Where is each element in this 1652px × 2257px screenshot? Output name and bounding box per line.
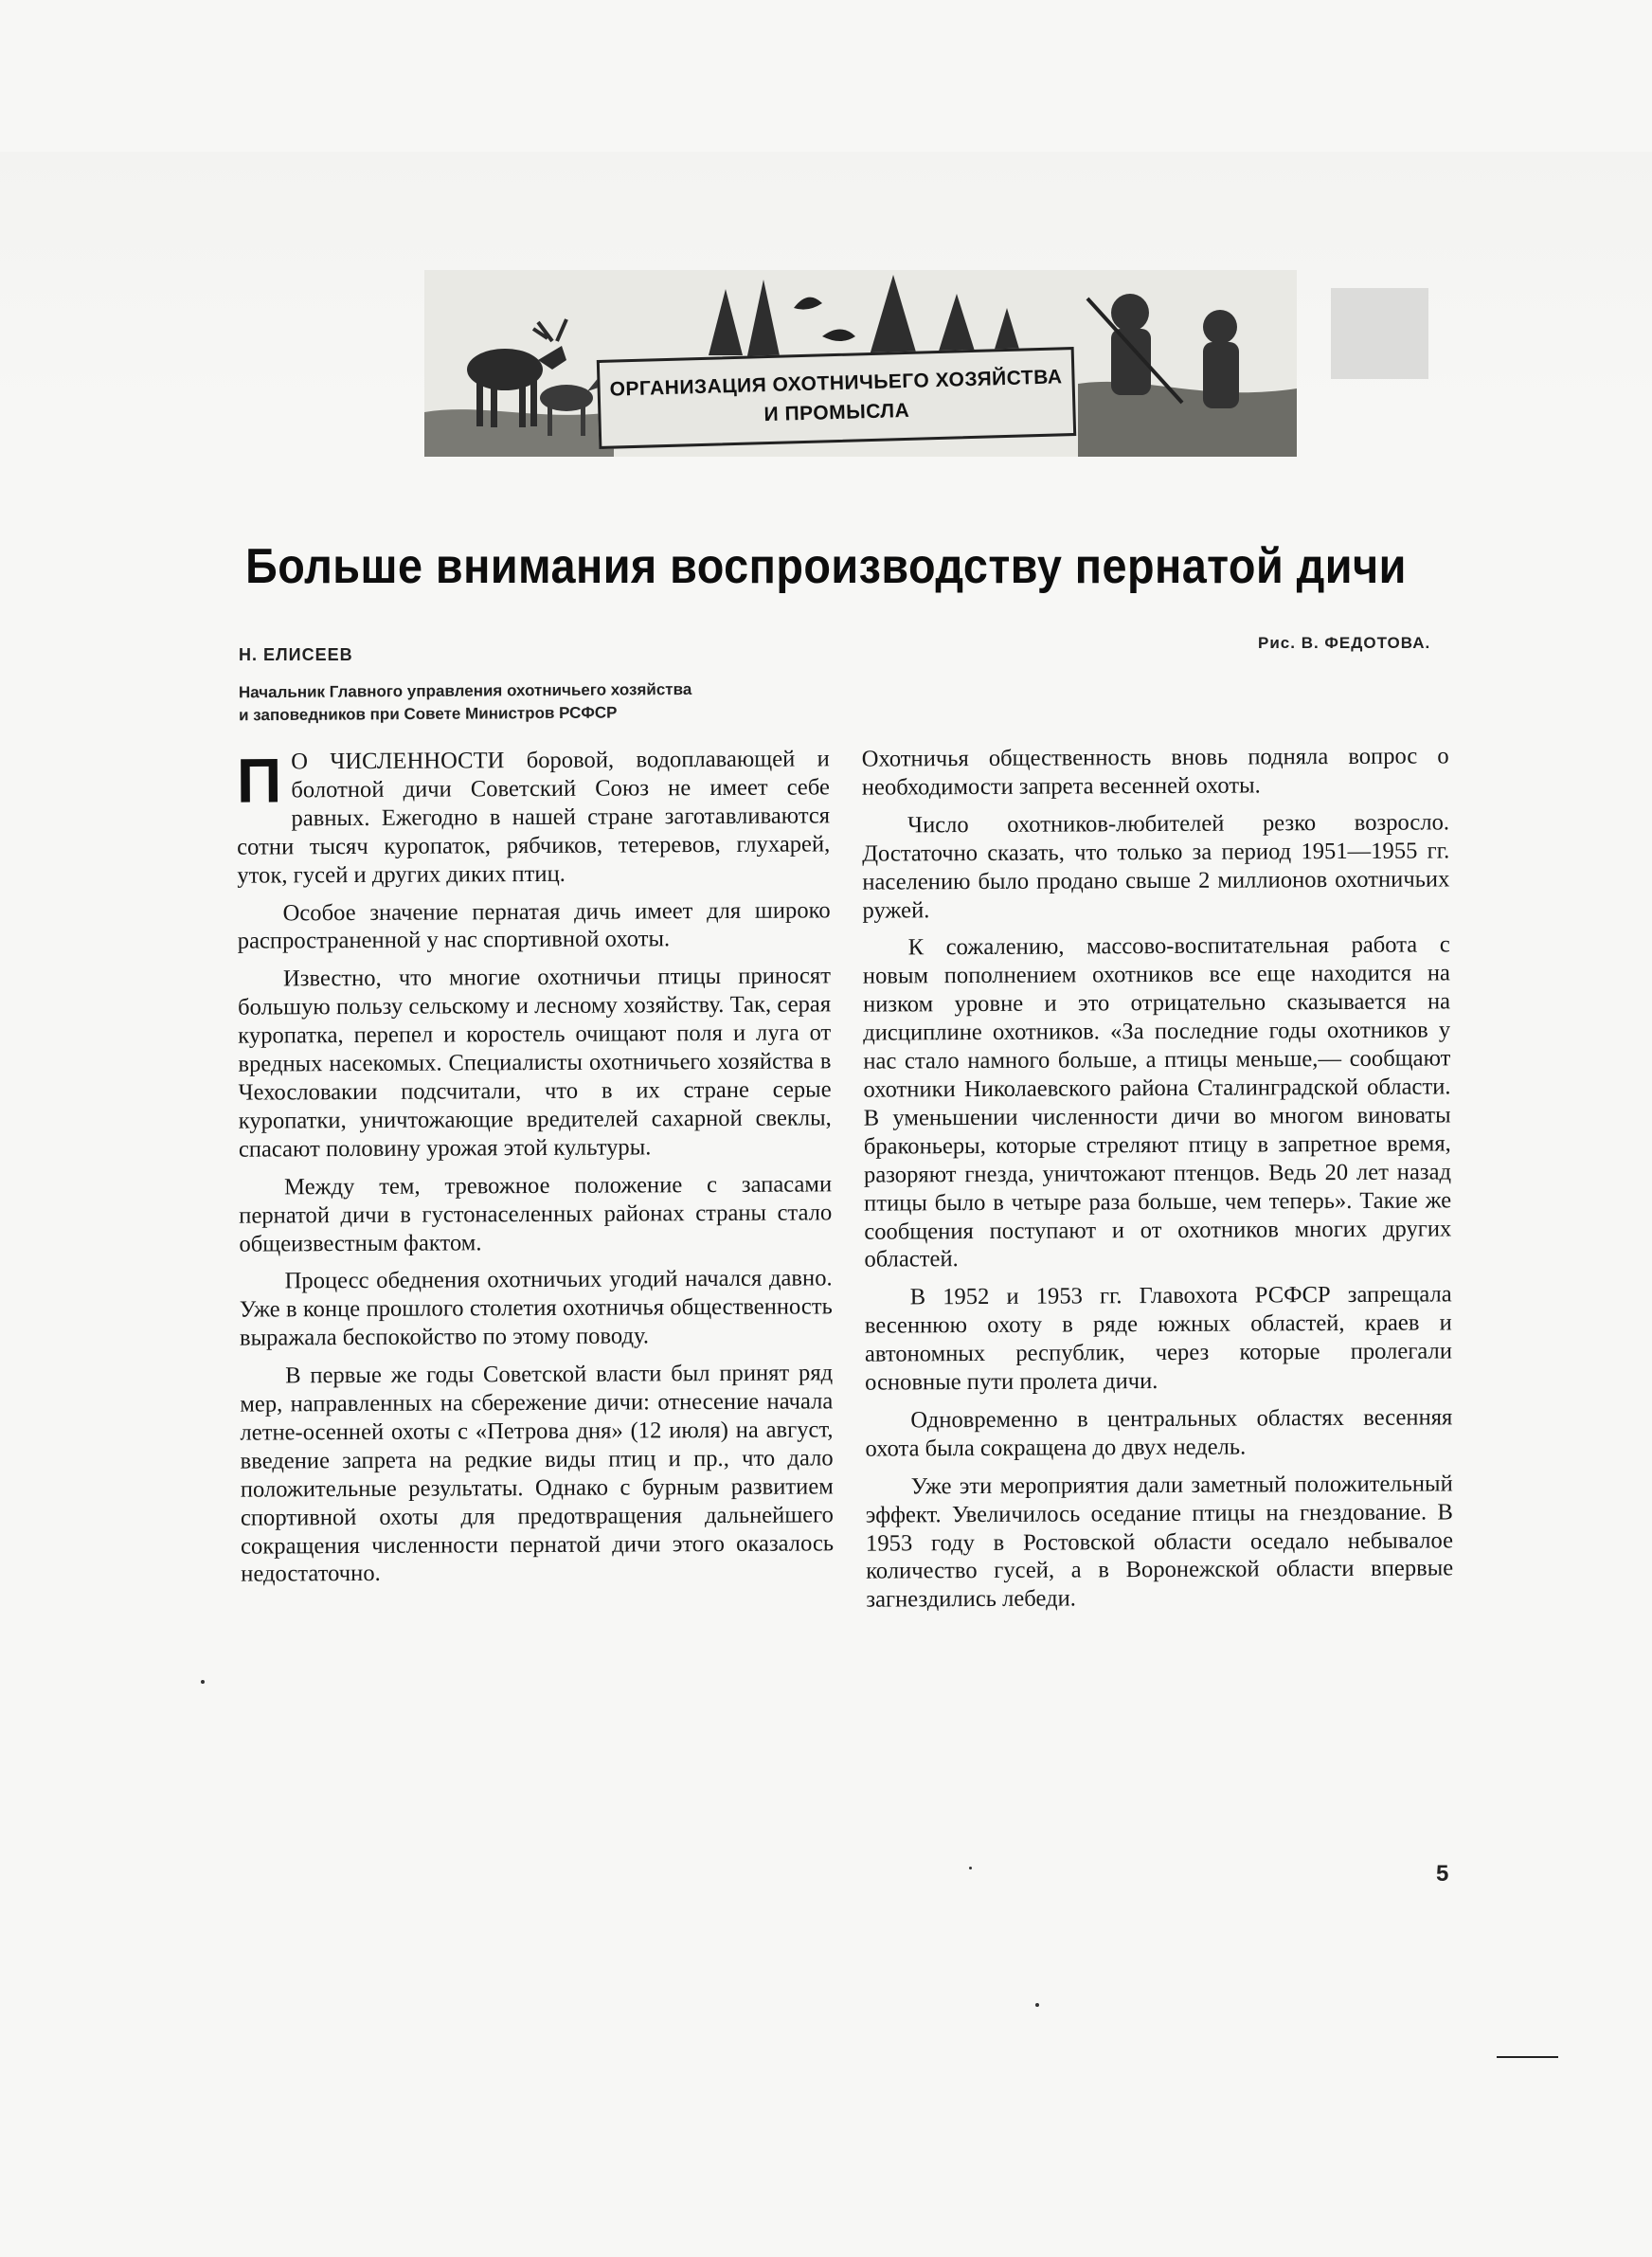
- paragraph: Одновременно в центральных областях весенняя охота была сокращена до двух недель.: [865, 1404, 1453, 1462]
- print-speck: [1035, 2003, 1039, 2007]
- section-banner: [424, 270, 1297, 457]
- author-position-line1: Начальник Главного управления охотничьего хозяйства: [238, 679, 692, 702]
- author-position-line2: и заповедников при Совете Министров РСФСР: [239, 703, 618, 725]
- paragraph: Число охотников-любителей резко возросло. Достаточно сказать, что только за период 1951—1955 гг. населению было продано свыше 2 миллионов охотничьих ружей.: [862, 809, 1450, 924]
- banner-title-box: [597, 347, 1076, 449]
- paragraph: В 1952 и 1953 гг. Главохота РСФСР запрещала весеннюю охоту в ряде южных областей, краев и автономных республик, через которые пролегали основные пути пролета дичи.: [864, 1281, 1453, 1396]
- margin-rule: [1497, 2056, 1558, 2058]
- paragraph: [237, 745, 831, 890]
- gray-margin-block: [1331, 288, 1428, 379]
- banner-title-line2: И ПРОМЫСЛА: [763, 399, 910, 426]
- dropcap-letter: П: [236, 745, 282, 816]
- banner-title-line1: ОРГАНИЗАЦИЯ ОХОТНИЧЬЕГО ХОЗЯЙСТВА: [609, 366, 1063, 401]
- paragraph: В первые же годы Советской власти был принят ряд мер, направленных на сбережение дичи: отнесение начала летне-осенней охоты с «Петрова дня» (12 июля) на август, введение запрета на редкие виды птиц и пр., что дало положительные результаты. Однако с бурным развитием спортивной охоты для предотвращения дальнейшего сокращения численности пернатой дичи этого оказалось недостаточно.: [240, 1360, 835, 1588]
- paragraph: Между тем, тревожное положение с запасами пернатой дичи в густонаселенных районах страны стало общеизвестным фактом.: [239, 1171, 833, 1257]
- paragraph: Охотничья общественность вновь подняла вопрос о необходимости запрета весенней охоты.: [861, 743, 1449, 801]
- paragraph: Уже эти мероприятия дали заметный положительный эффект. Увеличилось оседание птицы на гнездование. В 1953 году в Ростовской области оседало небывалое количество гусей, а в Воронежской области впервые загнездились лебеди.: [865, 1471, 1454, 1613]
- left-column: [237, 745, 835, 1589]
- paragraph-text: О ЧИСЛЕННОСТИ боровой, водоплавающей и болотной дичи Советский Союз не имеет себе равных. Ежегодно в нашей стране заготавливаются сотни тысяч куропаток, рябчиков, тетеревов, глухарей, уток, гусей и других диких птиц.: [237, 746, 831, 889]
- paragraph: К сожалению, массово-воспитательная работа с новым пополнением охотников все еще находится на низком уровне и это отрицательно сказывается на дисциплине охотников. «За последние годы охотников у нас стало намного больше, а птицы меньше,— сообщают охотники Николаевского района Сталинградской области. В уменьшении численности дичи во многом виноваты браконьеры, которые стреляют птицу в запретное время, разоряют гнезда, уничтожают птенцов. Ведь 20 лет назад птицы было в четыре раза больше, чем теперь». Такие же сообщения поступают и от охотников многих других областей.: [862, 931, 1452, 1273]
- page-number: 5: [1436, 1861, 1449, 1887]
- print-speck: [969, 1867, 972, 1869]
- paragraph: Известно, что многие охотничьи птицы приносят большую пользу сельскому и лесному хозяйству. Так, серая куропатка, перепел и коростель очищают поля и луга от вредных насекомых. Специалисты охотничьего хозяйства в Чехословакии подсчитали, что в их стране серые куропатки, уничтожающие вредителей сахарной свеклы, спасают половину урожая этой культуры.: [238, 963, 832, 1163]
- right-column: [862, 742, 1454, 1615]
- illustrator-credit: Рис. В. ФЕДОТОВА.: [1258, 634, 1431, 652]
- article-title: Больше внимания воспроизводству пернатой дичи: [245, 539, 1407, 594]
- paragraph: Особое значение пернатая дичь имеет для широко распространенной у нас спортивной охоты.: [237, 896, 831, 955]
- print-speck: [201, 1680, 205, 1684]
- author-name: Н. ЕЛИСЕЕВ: [239, 645, 353, 664]
- author-position: [239, 677, 864, 728]
- paragraph: Процесс обеднения охотничьих угодий начался давно. Уже в конце прошлого столетия охотничья общественность выражала беспокойство по этому поводу.: [239, 1265, 833, 1351]
